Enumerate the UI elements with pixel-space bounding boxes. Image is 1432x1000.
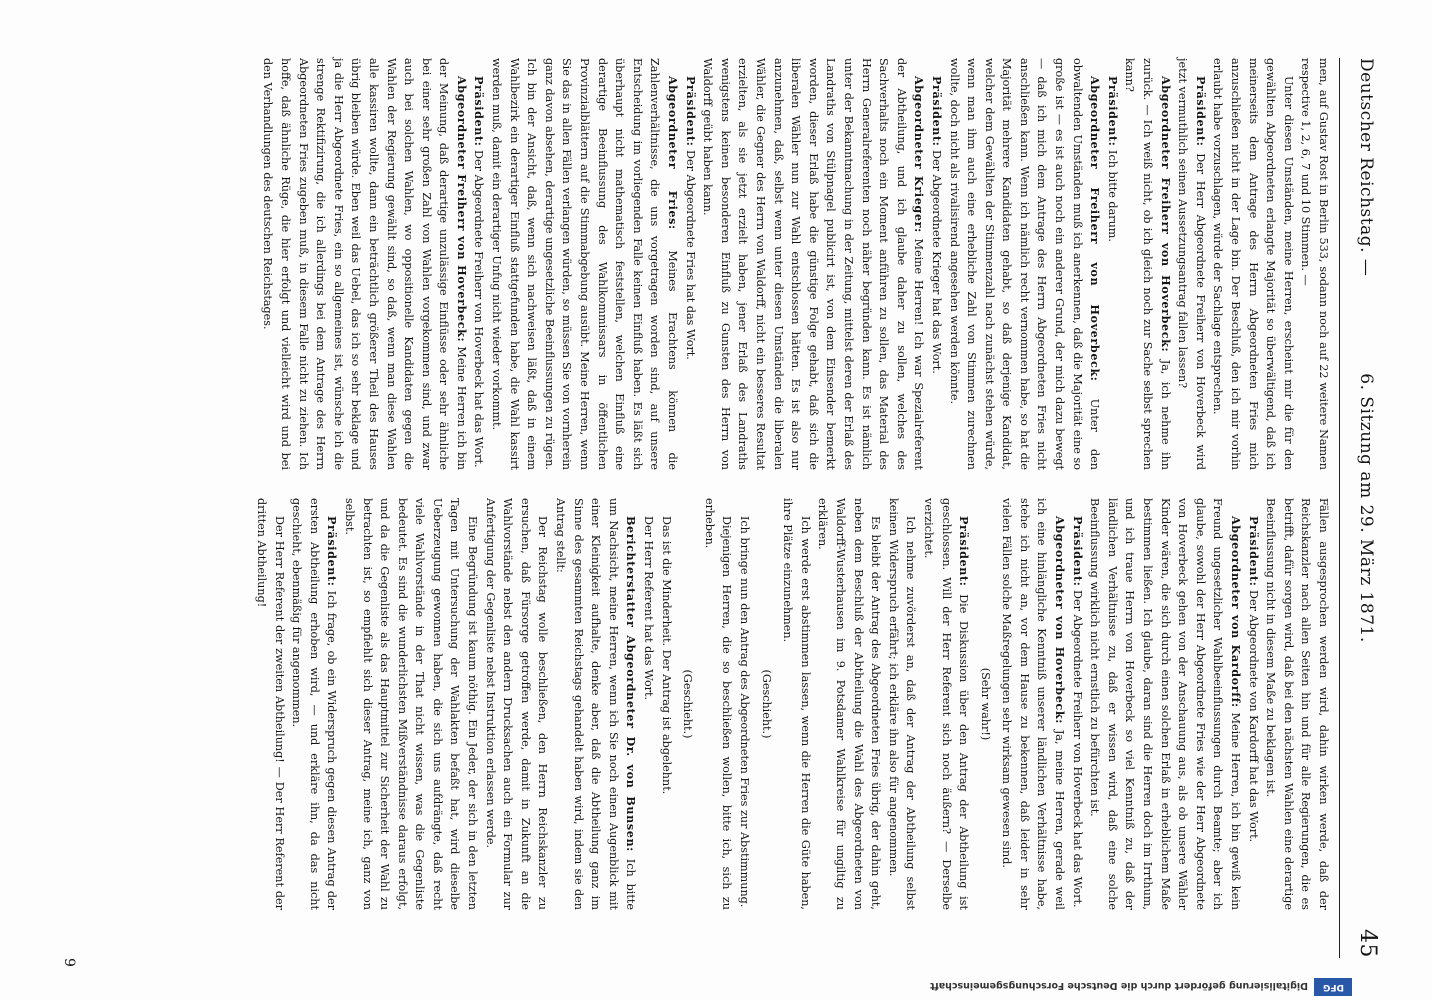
- left-column: [92, 58, 1332, 470]
- signature-mark: 9: [61, 958, 77, 967]
- paragraph: [1086, 498, 1244, 910]
- motion-text: Der Reichstag wolle beschließen, den Herrn Reichskanzler zu ersuchen, daß Fürsorge getroffen werde, damit in Zukunft an die Wahlvorstände nebst den andern Drucksachen auch ein Formular zur Anfertigung der Gegenliste nebst Instruktion erlassen werde.: [483, 498, 550, 910]
- speech-text: Meines Erachtens können die Zahlenverhältnisse, die uns vorgetragen worden sind, auf unsere Entscheidung im vorliegenden Falle keinen Einfluß haben. Es läßt sich überhaupt nicht mathematisch feststellen, welchen Einfluß eine derartige Beeinflussung des Wahlkommissars in öffentlichen Provinzialblättern auf die Stimmabgebung ausübt. Meine Herren, wenn Sie das in allen Fällen verlangen würden, so müssen Sie von vornherein ganz davon absehen, derartige ungesetzliche Beeinflussungen zu rügen. Ich bin der Ansicht, daß, wenn sich nachweisen läßt, daß in einem Wahlbezirk ein derartiger Einfluß stattgefunden habe, die Wahl kassirt werden muß, damit ein derartiger Unfug nicht wieder vorkommt.: [490, 58, 680, 470]
- paragraph: Fällen ausgesprochen werden wird, dahin wirken werde, daß der Reichskanzler nach allen Seiten hin und für alle Regierungen, die es betrifft, dafür sorgen wird, daß bei den nächsten Wahlen eine derartige Beeinflussung nicht in diesem Maße zu beklagen ist.: [1264, 498, 1330, 910]
- speaker-name: Präsident:: [472, 76, 487, 147]
- paragraph: Ich bringe nun den Antrag des Abgeordneten Fries zur Abstimmung.: [738, 516, 751, 908]
- paragraph: [699, 58, 928, 470]
- speech-text: Der Abgeordnete Fries hat das Wort.: [683, 150, 697, 360]
- dfg-logo: DFG: [1314, 978, 1352, 996]
- interjection: (Geschieht.): [759, 669, 773, 739]
- speech-text: Ich bitte um Nachsicht, meine Herren, wenn ich Sie noch einen Augenblick mit einer Kleinigkeit aufhalte, denke aber, daß die Abtheilung ganz im Sinne des gesammten Reichstags gehandelt haben wird, indem sie den Antrag stellt:: [554, 498, 638, 910]
- paragraph: [1103, 58, 1121, 470]
- paragraph: Ich werde erst abstimmen lassen, wenn die Herren die Güte haben, ihre Plätze einzunehmen.: [781, 498, 812, 910]
- speech-text: Ich bitte darum.: [1105, 150, 1119, 242]
- right-column: [92, 498, 1332, 910]
- paragraph: Unter diesen Umständen, meine Herren, erscheint mir die für den gewählten Abgeordneten erlangte Majorität so überwältigend, daß ich meinerseits dem Antrage des Herrn Abgeordneten Fries mich anzuschließen nicht in der Lage bin. Der Beschluß, den ich mir vorhin erlaubt habe vorzuschlagen, würde der Sachlage entsprechen.: [1211, 58, 1295, 470]
- paragraph: [1174, 58, 1209, 470]
- header-session: 6. Sitzung am 29. März 1871.: [1356, 373, 1376, 643]
- paragraph: [1068, 498, 1086, 910]
- speaker-name: Präsident:: [325, 516, 340, 587]
- speech-text: Meine Herren! Ich war Spezialreferent der Abtheilung, und ich glaube daher zu sollen, welches des Sachverhalts noch ein Moment anführen zu sollen, das Material des Herrn Generalreferenten noch näher begründen kann. Es ist nämlich unter der Bekanntmachung in der Zeitung, mittelst deren der Erlaß des Landraths von Stülpnagel publicirt ist, von dem Einsender bemerkt worden, dieser Erlaß habe die günstige Folge gehabt, daß sich die liberalen Wähler nun zur Wahl entschlossen hätten. Es ist also nur anzunehmen, daß, selbst wenn unter diesen Umständen die liberalen Wähler, die Gegner des Herrn von Waldorff, nicht ein besseres Resultat erzielten, als sie jetzt erzielt haben, jener Erlaß des Landraths wenigstens keinen besonderen Einfluß zu Gunsten des Herrn von Waldorff geübt haben kann.: [701, 58, 926, 470]
- speaker-name: Präsident:: [1070, 516, 1085, 587]
- speech-text: Der Abgeordnete von Kardorff hat das Wort.: [1246, 590, 1260, 843]
- paragraph: [919, 498, 972, 910]
- speaker-name: Abgeordneter Freiherr von Hoverbeck:: [1158, 76, 1173, 353]
- header-page-number: 45: [1355, 929, 1380, 958]
- speech-text: Ja, meine Herren, gerade weil ich eine hinlängliche Kenntniß unserer ländlichen Verhältnisse habe, stehe ich nicht an, vor dem Hause zu bekennen, daß leider in sehr vielen Fällen solche Maßregelungen sehr wirksam gewesen sind.: [1000, 498, 1067, 910]
- paragraph: Das ist die Minderheit. Der Antrag ist abgelehnt.: [659, 516, 673, 795]
- speaker-name: Abgeordneter Freiherr von Hoverbeck:: [1088, 76, 1103, 382]
- speaker-name: Präsident:: [1193, 76, 1208, 147]
- paragraph: [288, 498, 341, 910]
- digitization-credit: Digitalisierung gefördert durch die Deutsche Forschungsgemeinschaft: [930, 980, 1308, 991]
- paragraph: [1121, 58, 1174, 470]
- paragraph: Es bleibt der Antrag des Abgeordneten Fries übrig, der dahin geht, neben dem Beschluß der Abtheilung die Wahl des Abgeordneten von Waldorff-Wusterhausen im 9. Potsdamer Wahlkreise für ungiltig zu erklären.: [816, 498, 883, 910]
- speech-text: Ich frage, ob ein Widerspruch gegen diesen Antrag der ersten Abtheilung erhoben wird, — und erkläre ihn, da das nicht geschieht, ebenmäßig für angenommen.: [290, 498, 339, 910]
- speech-text: Ja, ich nehme ihn zurück. — Ich weiß nicht, ob ich gleich noch zur Sache selbst sprechen kann?: [1123, 58, 1172, 470]
- speaker-name: Abgeordneter von Hoverbeck:: [1053, 516, 1068, 724]
- paragraph: Diejenigen Herren, die so beschließen wollen, bitte ich, sich zu erheben.: [702, 498, 734, 910]
- paragraph: Der Herr Referent hat das Wort.: [642, 516, 656, 701]
- speaker-name: Präsident:: [929, 76, 944, 147]
- digitization-strip: [32, 978, 1352, 996]
- paragraph: [259, 58, 470, 470]
- speech-text: Meine Herren ich bin der Meinung, daß derartige unzulässige Einflüsse oder sehr ähnliche bei einer sehr großen Zahl von Wahlen vorgekommen sind, und zwar auch bei solchen Wahlen, wo oppositionelle Kandidaten gegen die Wahlen der Regierung gewählt sind, so daß, wenn man diese Wahlen alle kassiren wollte, dann ein beträchtlich größerer Theil des Hauses übrig bleiben würde. Eben weil das Uebel, das ich so sehr beklage und ja die Herr Abgeordnete Fries, ein so allgemeines ist, wünsche ich die strenge Rektifizirung, die ich allerdings bei dem Antrage des Herrn Abgeordneten Fries zugeben muß, in diesem Falle nicht zu ziehen. Ich hoffe, daß ähnliche Rüge, die hier erfolgt und vielleicht wird und bei den Verhandlungen des deutschen Reichstages.: [261, 58, 468, 470]
- interjection: (Sehr wahr!): [978, 667, 992, 741]
- speaker-name: Präsident:: [1105, 76, 1120, 147]
- paragraph: [470, 58, 488, 470]
- speaker-name: Abgeordneter Krieger:: [912, 76, 927, 233]
- paragraph: Ich nehme zuvörderst an, daß der Antrag der Abtheilung selbst keinen Widerspruch erfährt; ich erkläre ihn also für angenommen.: [886, 498, 918, 910]
- paragraph: men, auf Gustav Rost in Berlin 533, sodann noch auf 22 weitere Namen respective 1, 2, 6, 7 und 10 Stimmen. —: [1299, 58, 1330, 470]
- header-publication: Deutscher Reichstag. —: [1356, 58, 1376, 277]
- interjection: (Geschieht.): [681, 669, 695, 739]
- paragraph: Eine Begründung ist kaum nöthig. Ein Jeder, der sich in den letzten Tagen mit Untersuchung der Wahlakten befaßt hat, wird dieselbe Ueberzeugung gewonnen haben, die sich uns aufdrängte, daß recht viele Wahlvorstände in der That nicht wissen, was die Gegenliste bedeutet. Es sind die wunderlichsten Mißverständnisse daraus erfolgt, und da die Gegenliste als das Hauptmittel zur Sicherheit der Wahl zu betrachten ist, so empfiehlt sich dieser Antrag, meine ich, ganz von selbst.: [342, 498, 480, 910]
- paragraph: [998, 498, 1068, 910]
- paragraph: [945, 58, 1103, 470]
- speech-text: Meine Herren, ich bin gewiß kein Freund ungesetzlicher Wahlbeeinflussungen durch Beamte; aber ich glaube, sowohl der Herr Abgeordnete Fries wie der Herr Abgeordnete von Hoverbeck gehen von der Anschauung aus, als ob unsere Wähler Kinder wären, die sich durch einen solchen Erlaß in erheblichem Maße bestimmen ließen. Ich glaube, daran sind die Herren doch im Irrthum, und ich traue Herrn von Hoverbeck so viel Kenntniß zu, daß der ländlichen Verhältnisse zu, daß er wissen wird, daß eine solche Beeinflussung wirklich nicht ernstlich zu befürchten ist.: [1088, 498, 1243, 910]
- speech-text: Der Abgeordnete Krieger hat das Wort.: [929, 150, 943, 374]
- paragraph: [488, 58, 682, 470]
- paragraph: Der Herr Referent der zweiten Abtheilung! — Der Herr Referent der dritten Abtheilung!: [254, 498, 286, 910]
- speaker-name: Abgeordneter von Kardorff:: [1229, 516, 1244, 708]
- speaker-name: Berichterstatter Abgeordneter Dr. von Bunsen:: [624, 516, 639, 852]
- paragraph: [927, 58, 945, 470]
- speech-text: Unter den obwaltenden Umständen muß ich anerkennen, daß die Majorität eine so große ist — es ist auch noch ein anderer Grund, der mich dazu bewegt — daß ich mich dem Antrage des Herrn Abgeordneten Fries nicht anschließen kann. Wenn ich nämlich recht vernommen habe, so hat die Majorität mehrere Kandidaten gehabt, so daß derjenige Kandidat, welcher dem Gewählten der Stimmenzahl nach zunächst stehen würde, wenn man ihm auch eine erhebliche Zahl von Stimmen zurechnen wollte, doch nicht als rivalisirend angesehen werden könnte.: [947, 58, 1102, 470]
- paragraph: [551, 498, 639, 910]
- running-header: [1339, 58, 1382, 958]
- speech-text: Der Abgeordnete Freiherr von Hoverbeck hat das Wort.: [472, 150, 486, 468]
- speech-text: Die Diskussion über den Antrag der Abtheilung ist geschlossen. Will der Herr Referent sich noch äußern? — Derselbe verzichtet.: [921, 498, 971, 910]
- speaker-name: Präsident:: [683, 76, 698, 147]
- speech-text: Der Herr Abgeordnete Freiherr von Hoverbeck wird jetzt vermuthlich seinen Aussetzungsantrag fallen lassen?: [1176, 58, 1207, 471]
- speaker-name: Abgeordneter Fries:: [666, 76, 681, 230]
- paragraph: [681, 58, 699, 470]
- paragraph: [1244, 498, 1262, 910]
- speaker-name: Abgeordneter Freiherr von Hoverbeck:: [454, 76, 469, 343]
- speech-text: Der Abgeordnete Freiherr von Hoverbeck hat das Wort.: [1070, 590, 1084, 908]
- speaker-name: Präsident:: [957, 516, 972, 587]
- speaker-name: Präsident:: [1246, 516, 1261, 587]
